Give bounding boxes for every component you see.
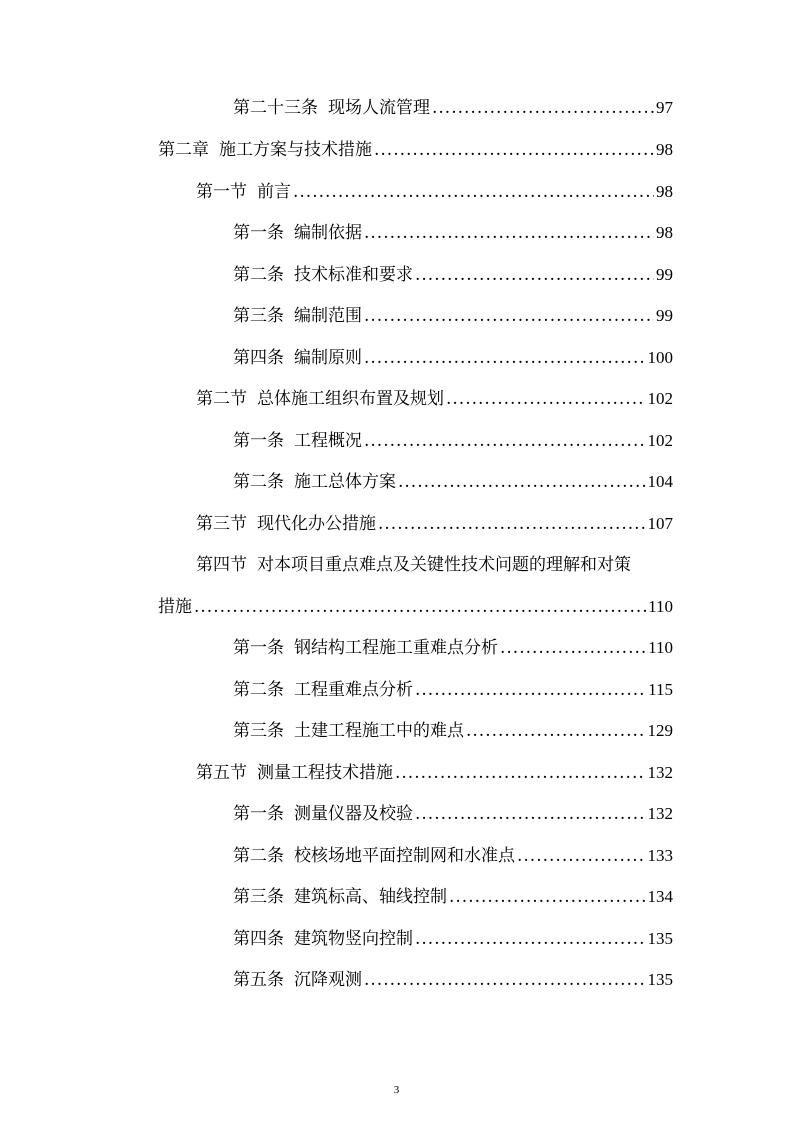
toc-label — [196, 387, 444, 411]
toc-page-number: 110 — [648, 638, 673, 657]
toc-number: 第二条 — [233, 472, 284, 492]
toc-label — [233, 968, 362, 992]
toc-entry — [0, 968, 793, 994]
toc-title: 钢结构工程施工重难点分析 — [294, 638, 498, 658]
toc-title: 现代化办公措施 — [257, 514, 376, 534]
toc-line — [233, 221, 673, 245]
toc-page-number: 110 — [648, 597, 673, 616]
toc-line — [233, 636, 673, 660]
toc-leader — [364, 968, 646, 992]
toc-leader — [398, 470, 646, 494]
toc-leader — [500, 636, 646, 660]
toc-leader — [364, 346, 646, 370]
toc-line — [233, 802, 673, 826]
toc-label — [233, 221, 362, 245]
toc-page-number: 100 — [647, 348, 673, 367]
toc-entry — [0, 304, 793, 330]
toc-title: 编制依据 — [294, 223, 362, 243]
toc-line — [233, 263, 673, 287]
toc-entry-continuation — [0, 595, 793, 621]
toc-entry — [0, 761, 793, 787]
toc-label — [233, 719, 464, 743]
toc-entry — [0, 802, 793, 828]
toc-title: 校核场地平面控制网和水准点 — [294, 846, 515, 866]
toc-entry — [0, 429, 793, 455]
toc-leader — [293, 180, 654, 204]
toc-leader — [415, 802, 646, 826]
toc-label — [233, 927, 413, 951]
toc-leader — [395, 761, 646, 785]
toc-page-number: 135 — [647, 929, 673, 948]
toc-number: 第二章 — [158, 140, 209, 160]
toc-entry — [0, 346, 793, 372]
toc-page-number: 133 — [647, 846, 673, 865]
toc-entry — [0, 885, 793, 911]
toc-title: 测量工程技术措施 — [257, 763, 393, 783]
toc-title: 施工方案与技术措施 — [219, 140, 372, 160]
toc-leader — [415, 263, 654, 287]
toc-entry — [0, 719, 793, 745]
toc-page-number: 99 — [656, 306, 673, 325]
toc-title: 工程概况 — [294, 431, 362, 451]
toc-title: 技术标准和要求 — [294, 265, 413, 285]
page-number-footer: 3 — [393, 1084, 400, 1096]
toc-page-number: 129 — [647, 721, 673, 740]
toc-leader — [517, 844, 646, 868]
toc-page-number: 97 — [656, 98, 673, 117]
toc-number: 第五条 — [233, 970, 284, 990]
toc-entry — [0, 512, 793, 538]
toc-title: 对本项目重点难点及关键性技术问题的理解和对策 — [257, 555, 631, 575]
toc-page-number: 132 — [647, 763, 673, 782]
toc-number: 第二条 — [233, 680, 284, 700]
toc-line — [196, 553, 673, 577]
toc-title: 现场人流管理 — [328, 98, 430, 118]
toc-line — [233, 96, 673, 120]
toc-leader — [449, 885, 646, 909]
toc-label — [196, 512, 376, 536]
toc-line — [158, 595, 673, 619]
toc-line — [158, 138, 673, 162]
toc-page-number: 134 — [647, 887, 673, 906]
toc-leader — [432, 96, 654, 120]
toc-label — [158, 138, 372, 162]
toc-line — [233, 346, 673, 370]
toc-entry — [0, 221, 793, 247]
toc-label — [233, 96, 430, 120]
toc-entry — [0, 844, 793, 870]
toc-entry — [0, 96, 793, 122]
toc-title: 施工总体方案 — [294, 472, 396, 492]
toc-page-number: 99 — [656, 265, 673, 284]
toc-leader — [466, 719, 646, 743]
toc-leader — [378, 512, 646, 536]
toc-label — [233, 678, 413, 702]
toc-entry — [0, 470, 793, 496]
toc-entry — [0, 263, 793, 289]
toc-line — [196, 180, 673, 204]
toc-label — [196, 180, 291, 204]
toc-line — [233, 304, 673, 328]
toc-label — [233, 346, 362, 370]
toc-entry — [0, 138, 793, 164]
toc-title: 总体施工组织布置及规划 — [257, 389, 444, 409]
toc-number: 第一条 — [233, 223, 284, 243]
toc-line — [233, 429, 673, 453]
toc-line — [233, 968, 673, 992]
toc-number: 第三节 — [196, 514, 247, 534]
toc-title: 编制原则 — [294, 348, 362, 368]
toc-entry — [0, 678, 793, 704]
toc-label — [233, 885, 447, 909]
toc-title: 测量仪器及校验 — [294, 804, 413, 824]
toc-line — [233, 844, 673, 868]
toc-label — [233, 802, 413, 826]
toc-label — [233, 636, 498, 660]
toc-number: 第二节 — [196, 389, 247, 409]
toc-entry — [0, 927, 793, 953]
toc-label — [196, 761, 393, 785]
toc-label — [233, 844, 515, 868]
toc-page-number: 104 — [647, 472, 673, 491]
toc-line — [233, 719, 673, 743]
toc-number: 第四条 — [233, 929, 284, 949]
toc-label — [233, 263, 413, 287]
toc-entry — [0, 387, 793, 413]
toc-label — [233, 304, 362, 328]
toc-page-number: 102 — [647, 431, 673, 450]
toc-title: 前言 — [257, 182, 291, 202]
toc-page-number: 115 — [648, 680, 673, 699]
toc-line — [233, 470, 673, 494]
toc-line — [196, 512, 673, 536]
toc-leader — [364, 429, 646, 453]
toc-label — [233, 429, 362, 453]
toc-number: 第三条 — [233, 721, 284, 741]
toc-number: 第四节 — [196, 555, 247, 575]
toc-page-number: 132 — [647, 804, 673, 823]
toc-title: 沉降观测 — [294, 970, 362, 990]
toc-leader — [364, 304, 654, 328]
toc-leader — [446, 387, 646, 411]
toc-number: 第三条 — [233, 887, 284, 907]
toc-label — [233, 470, 396, 494]
toc-page-number: 98 — [656, 182, 673, 201]
toc-leader — [364, 221, 654, 245]
toc-number: 第一条 — [233, 804, 284, 824]
toc-entry — [0, 636, 793, 662]
toc-entry — [0, 180, 793, 206]
toc-number: 第二条 — [233, 265, 284, 285]
toc-number: 第一节 — [196, 182, 247, 202]
toc-line — [233, 927, 673, 951]
toc-number: 第三条 — [233, 306, 284, 326]
toc-title: 土建工程施工中的难点 — [294, 721, 464, 741]
toc-leader — [194, 595, 646, 619]
toc-title: 工程重难点分析 — [294, 680, 413, 700]
toc-page-number: 135 — [647, 970, 673, 989]
toc-title: 建筑物竖向控制 — [294, 929, 413, 949]
toc-title: 建筑标高、轴线控制 — [294, 887, 447, 907]
toc-page-number: 107 — [647, 514, 673, 533]
toc-number: 第一条 — [233, 638, 284, 658]
toc-page-number: 98 — [656, 223, 673, 242]
toc-number: 第二条 — [233, 846, 284, 866]
toc-page-number: 102 — [647, 389, 673, 408]
toc-entry-wrapped — [0, 553, 793, 579]
toc-leader — [415, 927, 646, 951]
toc-number: 第五节 — [196, 763, 247, 783]
toc-number: 第二十三条 — [233, 98, 318, 118]
toc-number: 第四条 — [233, 348, 284, 368]
toc-line — [233, 885, 673, 909]
toc-line — [196, 761, 673, 785]
toc-line — [233, 678, 673, 702]
toc-title: 措施 — [158, 597, 192, 617]
toc-number: 第一条 — [233, 431, 284, 451]
toc-title: 编制范围 — [294, 306, 362, 326]
toc-leader — [374, 138, 654, 162]
toc-leader — [415, 678, 646, 702]
toc-page-number: 98 — [656, 140, 673, 159]
toc-line — [196, 387, 673, 411]
